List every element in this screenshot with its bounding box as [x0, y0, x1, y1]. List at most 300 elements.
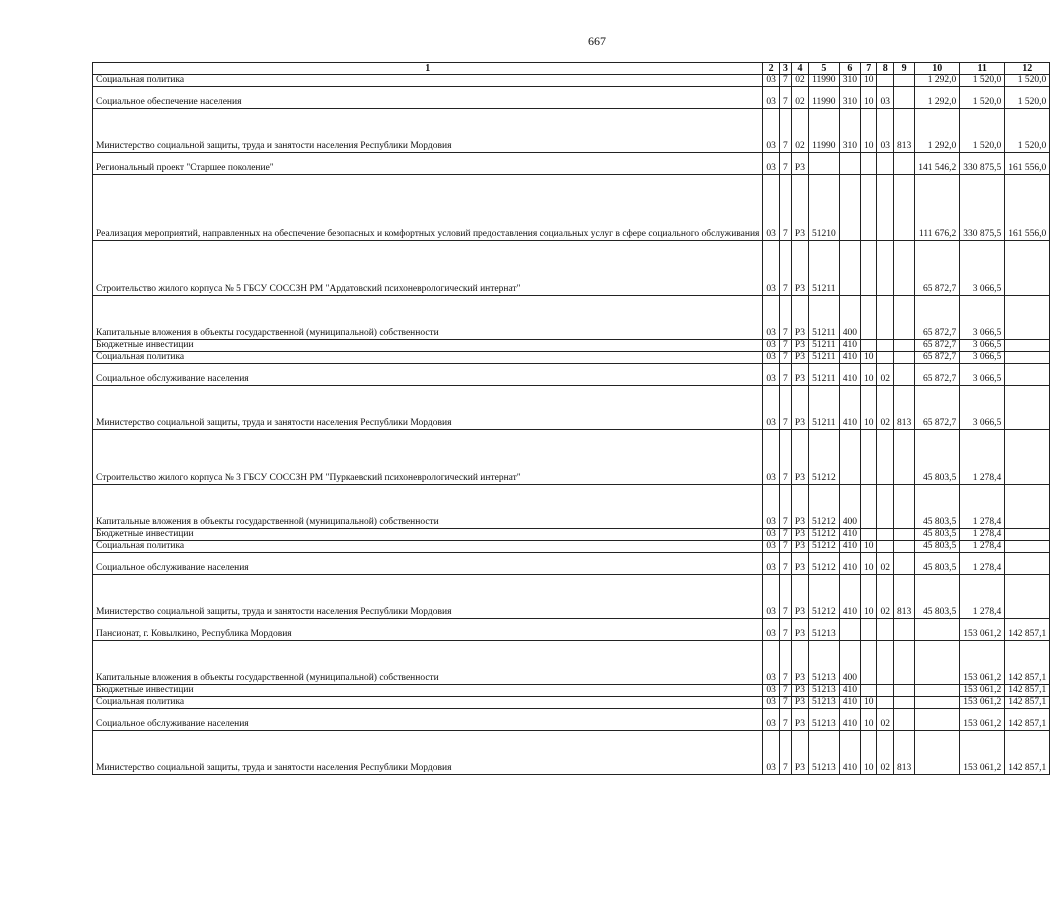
table-cell: 10 [860, 575, 877, 619]
table-cell: 310 [839, 87, 860, 109]
table-cell: 1 520,0 [960, 87, 1005, 109]
table-cell: 3 066,5 [960, 386, 1005, 430]
row-name-cell: Социальная политика [93, 697, 763, 709]
row-name-cell: Бюджетные инвестиции [93, 529, 763, 541]
table-cell: P3 [791, 685, 808, 697]
table-cell: 410 [839, 529, 860, 541]
table-cell: 03 [763, 553, 780, 575]
table-cell: 65 872,7 [915, 296, 960, 340]
table-cell: 02 [877, 364, 894, 386]
table-cell [877, 697, 894, 709]
table-cell: 03 [763, 386, 780, 430]
table-row [93, 709, 1050, 731]
table-cell [915, 641, 960, 685]
table-cell: 51212 [808, 541, 839, 553]
table-cell: 02 [791, 109, 808, 153]
table-cell: 1 292,0 [915, 75, 960, 87]
table-cell: 1 520,0 [960, 75, 1005, 87]
table-cell: 02 [791, 75, 808, 87]
table-cell: 03 [763, 575, 780, 619]
table-cell [839, 153, 860, 175]
table-cell: 02 [877, 709, 894, 731]
table-cell [893, 340, 914, 352]
table-cell [915, 697, 960, 709]
table-cell [915, 709, 960, 731]
table-cell [893, 364, 914, 386]
table-cell: 7 [779, 430, 791, 485]
row-name-cell: Капитальные вложения в объекты государственной (муниципальной) собственности [93, 296, 763, 340]
table-cell [1005, 541, 1050, 553]
table-cell: P3 [791, 529, 808, 541]
table-cell: 410 [839, 697, 860, 709]
table-cell: P3 [791, 709, 808, 731]
table-cell: 10 [860, 541, 877, 553]
table-cell [877, 175, 894, 241]
table-cell: P3 [791, 541, 808, 553]
table-cell [877, 352, 894, 364]
table-cell: 03 [763, 685, 780, 697]
table-cell: 7 [779, 153, 791, 175]
table-row [93, 553, 1050, 575]
table-cell: 310 [839, 75, 860, 87]
table-cell: 7 [779, 75, 791, 87]
table-cell: 410 [839, 364, 860, 386]
table-row [93, 685, 1050, 697]
table-cell: 03 [763, 541, 780, 553]
table-cell: 7 [779, 241, 791, 296]
table-cell [877, 619, 894, 641]
table-row [93, 340, 1050, 352]
table-cell: 03 [763, 485, 780, 529]
table-row [93, 529, 1050, 541]
table-cell: 03 [763, 641, 780, 685]
table-row [93, 386, 1050, 430]
table-cell: P3 [791, 485, 808, 529]
row-name-cell: Социальное обслуживание населения [93, 709, 763, 731]
table-cell: 51213 [808, 731, 839, 775]
table-cell: 142 857,1 [1005, 641, 1050, 685]
table-cell [860, 296, 877, 340]
table-cell: P3 [791, 575, 808, 619]
table-cell: 10 [860, 553, 877, 575]
table-cell: P3 [791, 553, 808, 575]
table-cell [893, 87, 914, 109]
table-cell: 1 520,0 [960, 109, 1005, 153]
table-row [93, 153, 1050, 175]
table-row [93, 575, 1050, 619]
table-cell [877, 153, 894, 175]
table-cell: 1 520,0 [1005, 75, 1050, 87]
table-cell: 1 292,0 [915, 87, 960, 109]
table-cell [877, 430, 894, 485]
table-cell [893, 709, 914, 731]
table-cell [877, 641, 894, 685]
row-name-cell: Социальная политика [93, 352, 763, 364]
table-cell: 410 [839, 575, 860, 619]
table-cell: 03 [763, 296, 780, 340]
table-cell [877, 75, 894, 87]
table-cell: 1 278,4 [960, 430, 1005, 485]
table-cell: 03 [763, 430, 780, 485]
table-cell: 65 872,7 [915, 364, 960, 386]
table-cell [839, 241, 860, 296]
table-cell: 142 857,1 [1005, 731, 1050, 775]
table-cell [860, 175, 877, 241]
table-row [93, 430, 1050, 485]
table-cell: P3 [791, 175, 808, 241]
table-cell: 7 [779, 175, 791, 241]
table-cell: 02 [877, 731, 894, 775]
column-header: 6 [839, 63, 860, 75]
table-cell [860, 529, 877, 541]
column-header: 7 [860, 63, 877, 75]
table-cell [1005, 364, 1050, 386]
table-cell [877, 296, 894, 340]
table-cell [877, 340, 894, 352]
table-cell [893, 75, 914, 87]
table-cell: 10 [860, 386, 877, 430]
column-header: 4 [791, 63, 808, 75]
budget-table [92, 62, 1050, 775]
table-cell: 03 [763, 364, 780, 386]
table-cell [893, 153, 914, 175]
table-cell: 03 [763, 731, 780, 775]
table-row [93, 75, 1050, 87]
table-cell: 03 [763, 709, 780, 731]
table-row [93, 541, 1050, 553]
table-cell [893, 619, 914, 641]
table-cell: 03 [763, 109, 780, 153]
table-cell: 03 [877, 87, 894, 109]
table-cell: 7 [779, 296, 791, 340]
row-name-cell: Капитальные вложения в объекты государственной (муниципальной) собственности [93, 485, 763, 529]
table-cell: 153 061,2 [960, 709, 1005, 731]
row-name-cell: Строительство жилого корпуса № 5 ГБСУ СОССЗН РМ "Ардатовский психоневрологический интернат" [93, 241, 763, 296]
table-cell: 51213 [808, 685, 839, 697]
table-cell: 3 066,5 [960, 296, 1005, 340]
table-cell: 1 278,4 [960, 575, 1005, 619]
table-cell [1005, 430, 1050, 485]
table-cell: 813 [893, 575, 914, 619]
table-row [93, 641, 1050, 685]
table-cell [893, 352, 914, 364]
table-cell [1005, 296, 1050, 340]
table-cell [915, 685, 960, 697]
table-cell: 161 556,0 [1005, 175, 1050, 241]
table-cell: 3 066,5 [960, 241, 1005, 296]
table-cell [893, 685, 914, 697]
table-cell: 111 676,2 [915, 175, 960, 241]
table-cell: 1 292,0 [915, 109, 960, 153]
table-cell: 1 278,4 [960, 529, 1005, 541]
table-cell: 813 [893, 386, 914, 430]
table-cell [860, 485, 877, 529]
table-cell: 330 875,5 [960, 175, 1005, 241]
table-cell [808, 153, 839, 175]
table-cell: 410 [839, 709, 860, 731]
table-cell: 153 061,2 [960, 685, 1005, 697]
table-cell: 7 [779, 529, 791, 541]
table-cell [877, 485, 894, 529]
table-cell: 10 [860, 87, 877, 109]
table-row [93, 241, 1050, 296]
table-cell: P3 [791, 241, 808, 296]
table-cell: 410 [839, 685, 860, 697]
table-cell: P3 [791, 430, 808, 485]
table-cell [860, 153, 877, 175]
table-cell: 51211 [808, 386, 839, 430]
table-cell: 51212 [808, 553, 839, 575]
table-cell: 7 [779, 641, 791, 685]
table-cell: 141 546,2 [915, 153, 960, 175]
table-cell: P3 [791, 386, 808, 430]
table-cell [1005, 553, 1050, 575]
table-cell [860, 430, 877, 485]
table-cell [839, 175, 860, 241]
table-row [93, 109, 1050, 153]
table-cell [915, 619, 960, 641]
table-cell: 400 [839, 296, 860, 340]
table-cell [893, 175, 914, 241]
row-name-cell: Пансионат, г. Ковылкино, Республика Мордовия [93, 619, 763, 641]
table-cell: 10 [860, 731, 877, 775]
table-cell: 02 [877, 553, 894, 575]
table-cell: 45 803,5 [915, 485, 960, 529]
table-cell: 1 520,0 [1005, 109, 1050, 153]
table-cell: 10 [860, 709, 877, 731]
table-cell: 03 [763, 352, 780, 364]
table-cell [860, 619, 877, 641]
table-cell: 65 872,7 [915, 241, 960, 296]
table-cell: 02 [877, 575, 894, 619]
table-cell: P3 [791, 153, 808, 175]
table-cell: 03 [763, 75, 780, 87]
table-cell: 7 [779, 731, 791, 775]
table-cell: 7 [779, 485, 791, 529]
table-cell: 51211 [808, 364, 839, 386]
table-cell [893, 529, 914, 541]
table-cell: P3 [791, 340, 808, 352]
column-header: 12 [1005, 63, 1050, 75]
table-row [93, 175, 1050, 241]
table-cell: 51213 [808, 709, 839, 731]
row-name-cell: Бюджетные инвестиции [93, 340, 763, 352]
table-row [93, 87, 1050, 109]
table-cell [839, 619, 860, 641]
table-cell: 7 [779, 386, 791, 430]
page-number: 667 [588, 34, 606, 48]
table-cell [915, 731, 960, 775]
table-cell: 7 [779, 553, 791, 575]
table-cell: 1 520,0 [1005, 87, 1050, 109]
table-cell: 153 061,2 [960, 641, 1005, 685]
table-row [93, 485, 1050, 529]
table-cell: 03 [763, 529, 780, 541]
table-cell: 11990 [808, 87, 839, 109]
table-cell: 310 [839, 109, 860, 153]
table-cell: 7 [779, 575, 791, 619]
table-cell: 410 [839, 386, 860, 430]
row-name-cell: Социальная политика [93, 75, 763, 87]
table-cell: 51211 [808, 340, 839, 352]
row-name-cell: Реализация мероприятий, направленных на обеспечение безопасных и комфортных условий предоставления социальных услуг в сфере социального обслуживания [93, 175, 763, 241]
table-cell: 51212 [808, 430, 839, 485]
table-cell: 65 872,7 [915, 340, 960, 352]
table-cell: 7 [779, 109, 791, 153]
row-name-cell: Региональный проект "Старшее поколение" [93, 153, 763, 175]
table-cell [1005, 340, 1050, 352]
table-header-row [93, 63, 1050, 75]
table-cell: P3 [791, 296, 808, 340]
table-cell: 10 [860, 109, 877, 153]
table-row [93, 296, 1050, 340]
table-cell [877, 529, 894, 541]
table-cell: 1 278,4 [960, 485, 1005, 529]
table-cell: 03 [877, 109, 894, 153]
table-cell [860, 641, 877, 685]
table-cell: 7 [779, 619, 791, 641]
table-cell: 7 [779, 340, 791, 352]
column-header: 11 [960, 63, 1005, 75]
table-cell: 7 [779, 364, 791, 386]
table-cell: 03 [763, 153, 780, 175]
table-cell: 813 [893, 731, 914, 775]
table-cell: 153 061,2 [960, 731, 1005, 775]
table-cell [893, 430, 914, 485]
table-cell [893, 641, 914, 685]
table-cell [1005, 575, 1050, 619]
row-name-cell: Социальное обеспечение населения [93, 87, 763, 109]
table-cell: 142 857,1 [1005, 619, 1050, 641]
column-header: 9 [893, 63, 914, 75]
table-cell: 1 278,4 [960, 541, 1005, 553]
table-cell [877, 241, 894, 296]
table-cell: 65 872,7 [915, 352, 960, 364]
table-cell: 142 857,1 [1005, 685, 1050, 697]
table-cell: 410 [839, 541, 860, 553]
table-cell: 330 875,5 [960, 153, 1005, 175]
table-cell: 03 [763, 340, 780, 352]
table-cell: 142 857,1 [1005, 697, 1050, 709]
table-cell: 51211 [808, 241, 839, 296]
column-header: 1 [93, 63, 763, 75]
table-cell: 51211 [808, 296, 839, 340]
table-cell: P3 [791, 619, 808, 641]
table-cell: 3 066,5 [960, 352, 1005, 364]
table-cell: 03 [763, 697, 780, 709]
table-cell: 51210 [808, 175, 839, 241]
table-cell: 410 [839, 352, 860, 364]
table-cell [1005, 529, 1050, 541]
table-row [93, 619, 1050, 641]
table-row [93, 697, 1050, 709]
row-name-cell: Строительство жилого корпуса № 3 ГБСУ СОССЗН РМ "Пуркаевский психоневрологический интернат" [93, 430, 763, 485]
table-cell: 1 278,4 [960, 553, 1005, 575]
table-cell: P3 [791, 697, 808, 709]
table-cell: 03 [763, 619, 780, 641]
table-cell: 11990 [808, 109, 839, 153]
table-cell [893, 296, 914, 340]
table-cell [1005, 386, 1050, 430]
row-name-cell: Социальное обслуживание населения [93, 553, 763, 575]
table-cell: 153 061,2 [960, 619, 1005, 641]
row-name-cell: Бюджетные инвестиции [93, 685, 763, 697]
table-cell: 51213 [808, 697, 839, 709]
table-cell: 10 [860, 364, 877, 386]
table-cell [1005, 352, 1050, 364]
table-cell: 45 803,5 [915, 553, 960, 575]
table-cell: 410 [839, 731, 860, 775]
table-cell: 51212 [808, 529, 839, 541]
table-cell: 10 [860, 75, 877, 87]
table-cell [860, 241, 877, 296]
table-cell [860, 685, 877, 697]
row-name-cell: Министерство социальной защиты, труда и занятости населения Республики Мордовия [93, 731, 763, 775]
table-cell: 03 [763, 241, 780, 296]
table-cell: 51212 [808, 485, 839, 529]
table-cell: 51213 [808, 641, 839, 685]
table-cell: 45 803,5 [915, 541, 960, 553]
column-header: 10 [915, 63, 960, 75]
table-cell: 03 [763, 175, 780, 241]
row-name-cell: Министерство социальной защиты, труда и занятости населения Республики Мордовия [93, 575, 763, 619]
table-cell: 45 803,5 [915, 430, 960, 485]
table-cell [893, 541, 914, 553]
table-cell: 7 [779, 709, 791, 731]
table-cell: 161 556,0 [1005, 153, 1050, 175]
table-cell: P3 [791, 731, 808, 775]
table-row [93, 731, 1050, 775]
table-cell: 11990 [808, 75, 839, 87]
column-header: 8 [877, 63, 894, 75]
table-cell: 45 803,5 [915, 529, 960, 541]
table-cell: 400 [839, 641, 860, 685]
table-cell: 410 [839, 340, 860, 352]
table-cell: 7 [779, 541, 791, 553]
table-cell: 51213 [808, 619, 839, 641]
table-row [93, 364, 1050, 386]
column-header: 5 [808, 63, 839, 75]
table-row [93, 352, 1050, 364]
column-header: 3 [779, 63, 791, 75]
table-cell [860, 340, 877, 352]
row-name-cell: Капитальные вложения в объекты государственной (муниципальной) собственности [93, 641, 763, 685]
table-cell: 7 [779, 87, 791, 109]
row-name-cell: Социальное обслуживание населения [93, 364, 763, 386]
table-cell [893, 241, 914, 296]
table-cell [877, 685, 894, 697]
table-cell: 03 [763, 87, 780, 109]
table-cell: 02 [877, 386, 894, 430]
table-cell [839, 430, 860, 485]
table-cell: 65 872,7 [915, 386, 960, 430]
table-cell: P3 [791, 364, 808, 386]
table-cell [1005, 485, 1050, 529]
table-cell: 7 [779, 352, 791, 364]
table-cell: 10 [860, 352, 877, 364]
table-cell [893, 553, 914, 575]
table-cell: 813 [893, 109, 914, 153]
row-name-cell: Социальная политика [93, 541, 763, 553]
table-cell: 51212 [808, 575, 839, 619]
table-cell: 400 [839, 485, 860, 529]
table-cell: P3 [791, 352, 808, 364]
table-cell [1005, 241, 1050, 296]
row-name-cell: Министерство социальной защиты, труда и занятости населения Республики Мордовия [93, 109, 763, 153]
table-cell: 10 [860, 697, 877, 709]
table-cell: 410 [839, 553, 860, 575]
table-cell [893, 485, 914, 529]
